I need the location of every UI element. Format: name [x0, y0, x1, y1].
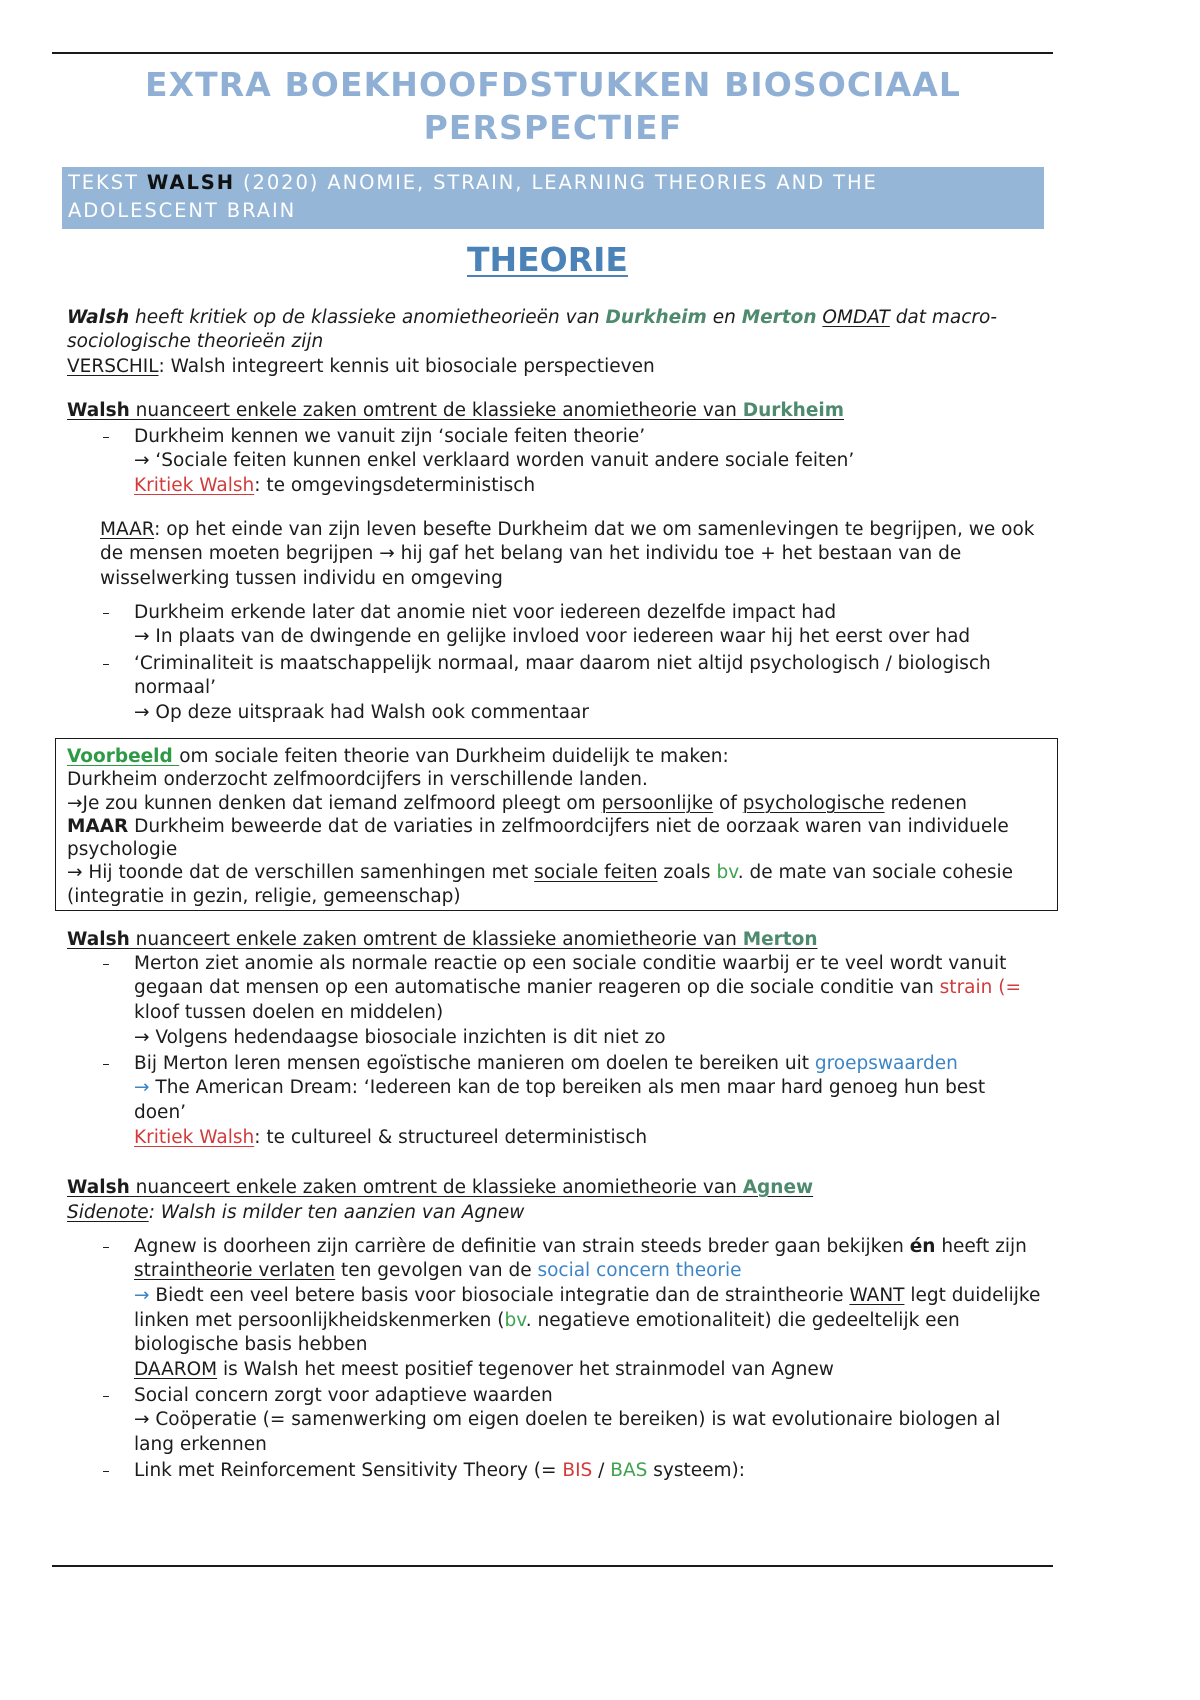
merton-bullet-1 [134, 952, 1049, 1051]
merton-bullet-2 [134, 1052, 1019, 1151]
bullet-line: Durkheim kennen we vanuit zijn ‘sociale feiten theorie’ [134, 425, 646, 447]
bullet-text: systeem): [647, 1459, 745, 1481]
durkheim-header-author: Walsh [67, 399, 130, 421]
bullet-dash [103, 1064, 109, 1065]
difference-line [67, 355, 1042, 380]
bullet-dash [103, 664, 109, 665]
agnew-header [67, 1176, 1042, 1201]
document-title: EXTRA BOEKHOOFDSTUKKEN BIOSOCIAAL PERSPECTIEF [145, 65, 961, 147]
but-text: : op het einde van zijn leven besefte Durkheim dat we om samenlevingen te begrijpen, we ook de mensen moeten begrijpen → hij gaf het belang van het individu toe + het bestaan van de wisselwerking tussen individu en omgeving [100, 518, 1035, 589]
bullet-dash [103, 437, 109, 438]
example-text: →Je zou kunnen denken dat iemand zelfmoord pleegt om [67, 792, 602, 814]
example-text: redenen [884, 792, 967, 814]
bullet-line: Durkheim erkende later dat anomie niet voor iedereen dezelfde impact had [134, 601, 837, 623]
durkheim-but-paragraph [100, 518, 1050, 592]
example-text: of [713, 792, 743, 814]
bullet-text: Link met Reinforcement Sensitivity Theory (= [134, 1459, 563, 1481]
merton-header-name: Merton [742, 928, 818, 950]
example-box [55, 738, 1058, 911]
example-text: . de mate van sociale cohesie (integratie in gezin, religie, gemeenschap) [67, 862, 1014, 907]
example-underlined: sociale feiten [534, 862, 658, 884]
intro-name-merton: Merton [741, 306, 817, 328]
critique-line [134, 474, 1044, 499]
bullet-underlined: DAAROM [134, 1359, 218, 1381]
bullet-line [134, 1076, 1019, 1125]
durkheim-bullet-1 [134, 425, 1044, 499]
bullet-dash [103, 613, 109, 614]
example-text: Durkheim beweerde dat de variaties in zelfmoordcijfers niet de oorzaak waren van individuele psychologie [67, 815, 1009, 861]
banner-prefix: TEKST [68, 171, 147, 194]
sidenote-label: Sidenote [67, 1201, 149, 1223]
example-text: zoals [657, 862, 717, 884]
bullet-abbr: bv [504, 1309, 526, 1331]
critique-label: Kritiek Walsh [134, 475, 255, 496]
merton-header-text: nuanceert enkele zaken omtrent de klassieke anomietheorie van [129, 928, 743, 950]
strain-equals: (= [992, 977, 1021, 999]
bottom-rule [52, 1565, 1053, 1567]
agnew-header-author: Walsh [67, 1176, 130, 1198]
critique-text: : te omgevingsdeterministisch [254, 475, 536, 496]
bullet-text: is Walsh het meest positief tegenover het strainmodel van Agnew [217, 1359, 834, 1381]
intro-line [67, 306, 1042, 355]
bullet-text: Agnew is doorheen zijn carrière de definitie van strain steeds breder gaan bekijken [134, 1235, 910, 1257]
agnew-bullet-1 [134, 1235, 1047, 1383]
strain-term: strain [939, 977, 993, 999]
top-rule [52, 52, 1053, 54]
bullet-text: Biedt een veel betere basis voor biosociale integratie dan de straintheorie [149, 1285, 850, 1306]
bullet-line: Social concern zorgt voor adaptieve waarden [134, 1384, 553, 1406]
arrow-icon: → [134, 1077, 150, 1099]
bullet-line: ‘Criminaliteit is maatschappelijk normaal, maar daarom niet altijd psychologisch / biologisch normaal’ [134, 652, 991, 699]
but-label: MAAR [100, 518, 155, 540]
bullet-dash [103, 964, 109, 965]
durkheim-header [67, 399, 1042, 424]
sidenote-text: : Walsh is milder ten aanzien van Agnew [148, 1201, 525, 1223]
bas-term: BAS [610, 1459, 648, 1481]
bullet-dash [103, 1247, 109, 1248]
merton-header [67, 928, 1042, 953]
bullet-text: kloof tussen doelen en middelen) [134, 1002, 444, 1023]
bullet-line [134, 1284, 1047, 1358]
intro-text-2: en [706, 306, 742, 328]
example-underlined: psychologische [742, 792, 885, 814]
bullet-line: → ‘Sociale feiten kunnen enkel verklaard worden vanuit andere sociale feiten’ [134, 450, 855, 472]
bullet-underlined: straintheorie verlaten [134, 1260, 336, 1282]
banner-heading [68, 169, 948, 225]
intro-name-durkheim: Durkheim [605, 306, 707, 328]
group-values-term: groepswaarden [814, 1052, 958, 1074]
example-line-4 [67, 815, 1041, 862]
example-line-3 [67, 792, 1041, 815]
bullet-line: → Op deze uitspraak had Walsh ook commentaar [134, 702, 589, 723]
agnew-bullet-2 [134, 1384, 1029, 1458]
banner-author: WALSH [146, 171, 235, 194]
intro-text-4: dat macro-sociologische theorieën zijn [67, 306, 998, 353]
sidenote [67, 1201, 1042, 1226]
bullet-underlined: WANT [849, 1285, 905, 1306]
example-intro: om sociale feiten theorie van Durkheim duidelijk te maken: [179, 746, 729, 767]
bullet-line [134, 1459, 1044, 1484]
bullet-text: legt duidelijke linken met persoonlijkheidskenmerken ( [134, 1285, 1041, 1331]
critique-label: Kritiek Walsh [134, 1126, 255, 1148]
example-line-1 [67, 745, 1041, 768]
difference-label: VERSCHIL [67, 356, 159, 377]
durkheim-header-name: Durkheim [742, 399, 845, 421]
bullet-bold: én [909, 1235, 936, 1257]
bullet-line: → Volgens hedendaagse biosociale inzichten is dit niet zo [134, 1026, 666, 1048]
durkheim-header-text: nuanceert enkele zaken omtrent de klassieke anomietheorie van [129, 399, 743, 421]
agnew-bullet-3 [134, 1459, 1044, 1484]
example-text: → Hij toonde dat de verschillen samenhingen met [67, 862, 535, 884]
intro-because: OMDAT [822, 306, 890, 328]
bullet-text: heeft zijn [935, 1235, 1027, 1257]
bullet-text: Bij Merton leren mensen egoïstische manieren om doelen te bereiken uit [134, 1052, 815, 1074]
bullet-text: Merton ziet anomie als normale reactie op een sociale conditie waarbij er te veel wordt vanuit gegaan dat mensen op een automatische manier reageren op die sociale conditie van [134, 952, 1007, 999]
bullet-line: → Coöperatie (= samenwerking om eigen doelen te bereiken) is wat evolutionaire biologen al lang erkennen [134, 1409, 1001, 1455]
durkheim-bullet-2 [134, 601, 1044, 650]
merton-header-author: Walsh [67, 928, 130, 950]
banner-rest: (2020) ANOMIE, STRAIN, LEARNING THEORIES AND THE ADOLESCENT BRAIN [68, 171, 878, 222]
section-banner [62, 167, 1044, 229]
example-label: Voorbeeld [67, 746, 180, 767]
bullet-line: → In plaats van de dwingende en gelijke invloed voor iedereen waar hij het eerst over had [134, 626, 971, 648]
agnew-header-name: Agnew [742, 1176, 814, 1198]
bullet-dash [103, 1471, 109, 1472]
critique-line [134, 1126, 1019, 1151]
bullet-line [134, 1358, 1047, 1383]
example-line-2: Durkheim onderzocht zelfmoordcijfers in verschillende landen. [67, 769, 648, 791]
example-abbr: bv [716, 862, 738, 884]
example-but: MAAR [67, 815, 129, 837]
bullet-text: ten gevolgen van de [335, 1260, 538, 1282]
intro-author: Walsh [67, 306, 130, 328]
bullet-line [134, 1235, 1047, 1284]
theory-heading: THEORIE [467, 240, 628, 279]
difference-text: : Walsh integreert kennis uit biosociale perspectieven [158, 356, 655, 377]
intro-text-1: heeft kritiek op de klassieke anomietheorieën van [129, 306, 606, 328]
arrow-icon: → [134, 1285, 150, 1306]
durkheim-bullet-3 [134, 652, 1044, 726]
critique-text: : te cultureel & structureel deterministisch [254, 1126, 648, 1148]
bullet-text: The American Dream: ‘Iedereen kan de top bereiken als men maar hard genoeg hun best doen’ [134, 1077, 986, 1123]
bullet-text: . negatieve emotionaliteit) die gedeeltelijk een biologische basis hebben [134, 1309, 960, 1356]
bullet-line [134, 1052, 1019, 1077]
bullet-line [134, 952, 1049, 1026]
example-line-5 [67, 861, 1041, 908]
bis-term: BIS [562, 1459, 593, 1481]
example-underlined: persoonlijke [601, 792, 714, 814]
social-concern-term: social concern theorie [537, 1260, 742, 1282]
bullet-dash [103, 1396, 109, 1397]
intro-paragraph [67, 306, 1042, 380]
agnew-header-text: nuanceert enkele zaken omtrent de klassieke anomietheorie van [129, 1176, 743, 1198]
bullet-text: / [592, 1459, 611, 1481]
